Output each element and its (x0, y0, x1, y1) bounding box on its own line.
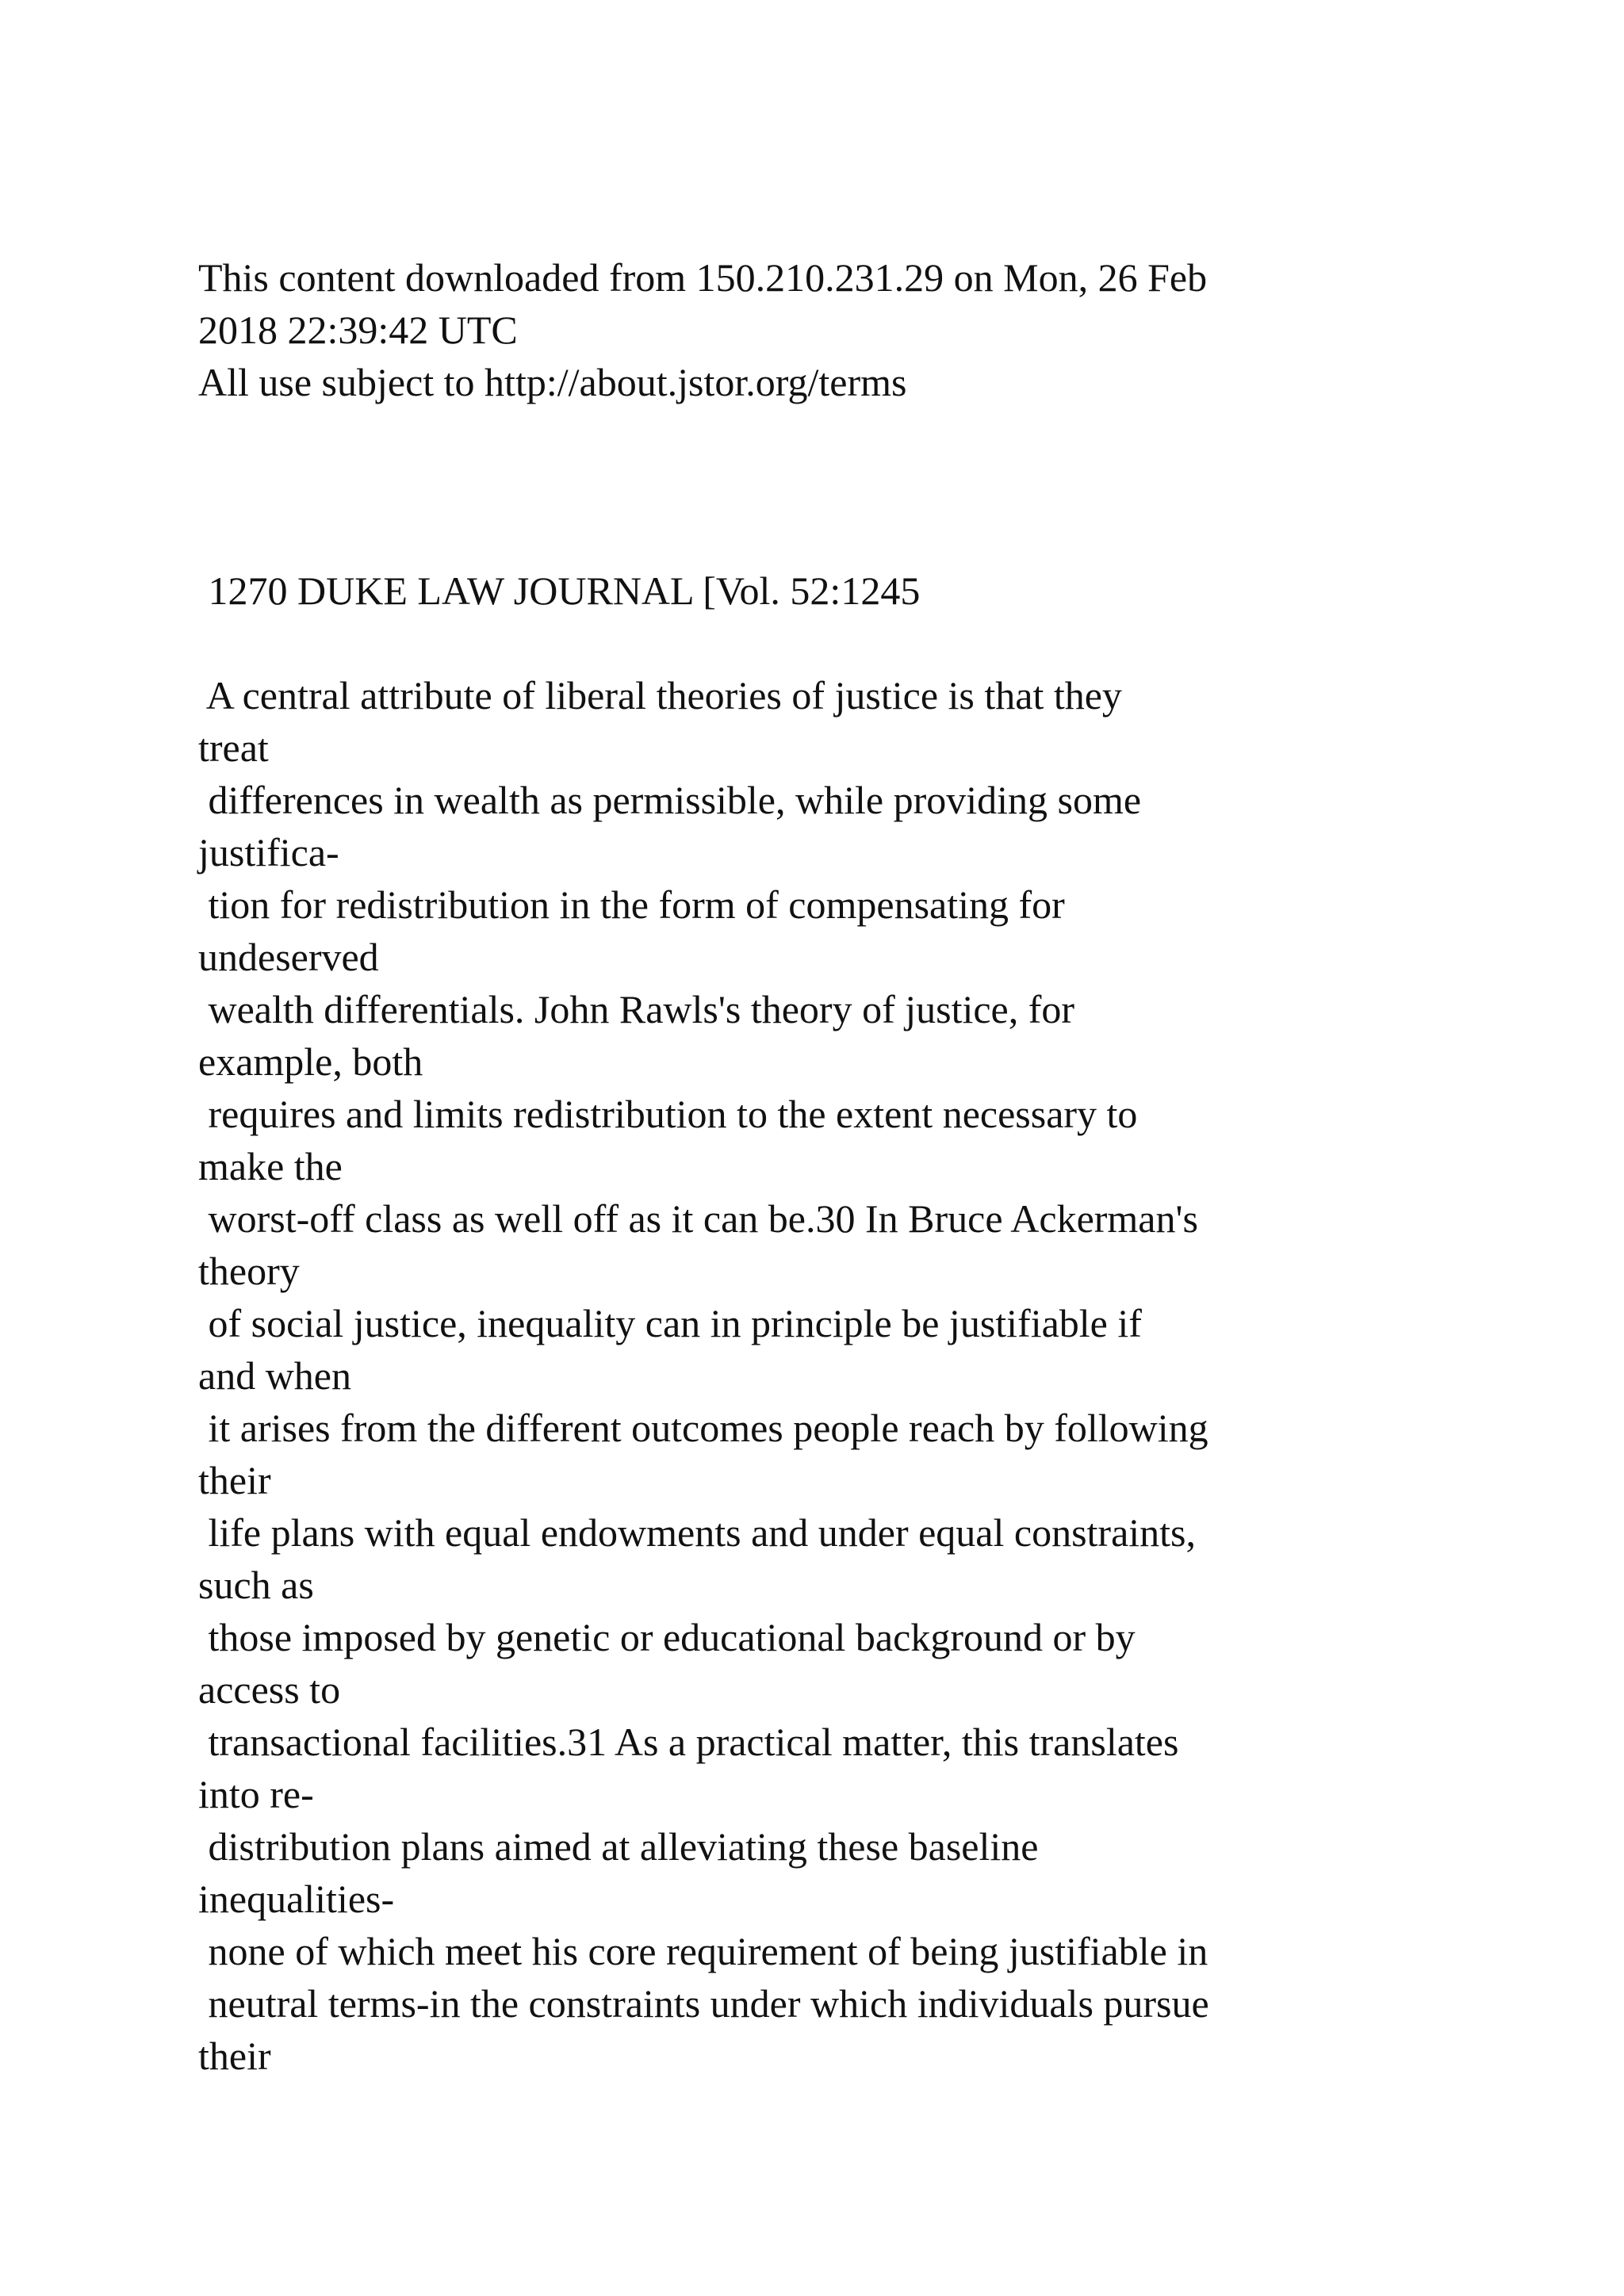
body-line: their (198, 1458, 271, 1502)
body-line: worst-off class as well off as it can be.30 In Bruce Ackerman's (198, 1196, 1198, 1241)
body-line: justifica- (198, 830, 339, 874)
body-line: tion for redistribution in the form of compensating for (198, 882, 1065, 927)
body-line: into re- (198, 1772, 314, 1816)
body-line: and when (198, 1353, 351, 1398)
body-line: none of which meet his core requirement of being justifiable in (198, 1929, 1208, 1973)
body-line: undeserved (198, 935, 379, 979)
body-line: treat (198, 725, 269, 770)
body-line: of social justice, inequality can in principle be justifiable if (198, 1301, 1142, 1345)
body-line: example, both (198, 1039, 423, 1084)
body-line: those imposed by genetic or educational background or by (198, 1615, 1136, 1659)
download-notice: This content downloaded from 150.210.231.29 on Mon, 26 Feb (198, 255, 1208, 300)
body-line: such as (198, 1563, 314, 1607)
body-line: wealth differentials. John Rawls's theory of justice, for (198, 987, 1075, 1031)
body-line: A central attribute of liberal theories of justice is that they (198, 673, 1122, 718)
body-line: it arises from the different outcomes people reach by following (198, 1406, 1208, 1450)
body-line: neutral terms-in the constraints under which individuals pursue (198, 1981, 1209, 2026)
running-head: 1270 DUKE LAW JOURNAL [Vol. 52:1245 (198, 568, 921, 613)
body-line: theory (198, 1249, 300, 1293)
body-line: inequalities- (198, 1877, 395, 1921)
body-line: transactional facilities.31 As a practical matter, this translates (198, 1720, 1179, 1764)
body-line: requires and limits redistribution to the extent necessary to (198, 1092, 1138, 1136)
body-line: their (198, 2034, 271, 2078)
body-line: distribution plans aimed at alleviating these baseline (198, 1824, 1039, 1869)
terms-notice: All use subject to http://about.jstor.org/terms (198, 360, 907, 404)
download-datetime: 2018 22:39:42 UTC (198, 308, 518, 352)
body-line: access to (198, 1667, 341, 1712)
body-line: make the (198, 1144, 343, 1188)
body-line: differences in wealth as permissible, while providing some (198, 778, 1142, 822)
body-line: life plans with equal endowments and under equal constraints, (198, 1510, 1197, 1555)
